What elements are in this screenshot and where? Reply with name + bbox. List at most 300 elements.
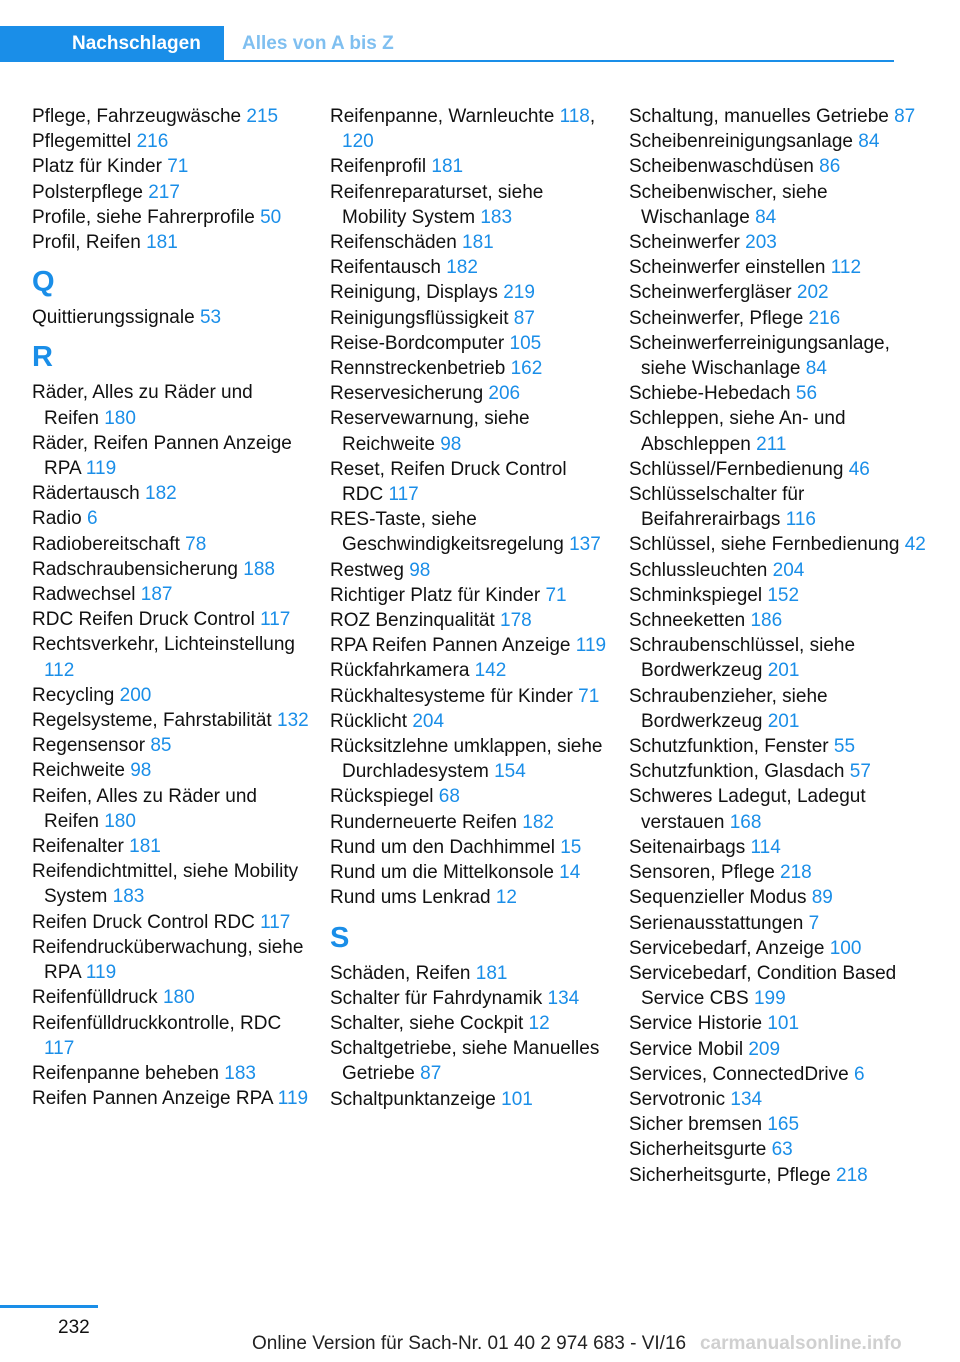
page-link[interactable]: 71: [545, 584, 567, 606]
page-link[interactable]: 218: [836, 1164, 868, 1186]
index-entry: [330, 1011, 610, 1036]
page-link[interactable]: 101: [501, 1088, 533, 1110]
index-entry: [32, 1061, 312, 1086]
index-entry: [330, 684, 610, 709]
index-entry: [330, 583, 610, 608]
index-entry: [629, 154, 929, 179]
index-entry: [629, 1037, 929, 1062]
footer-version-note: Online Version für Sach-Nr. 01 40 2 974 683 - VI/16: [252, 1333, 687, 1354]
entry-term: Runderneuerte Reifen: [330, 811, 517, 833]
entry-term: Rund um den Dachhimmel: [330, 836, 555, 858]
page-link[interactable]: 215: [246, 106, 279, 127]
index-entry: [330, 230, 610, 255]
page-link[interactable]: 201: [767, 710, 800, 732]
entry-term: Schaltung, manuelles Getriebe: [629, 106, 889, 127]
entry-term: Schaltpunktanzeige: [330, 1088, 496, 1110]
entry-term: Reservewarnung, siehe Reichweite: [330, 408, 530, 455]
entry-term: Recycling: [32, 684, 115, 706]
index-entry: [629, 381, 929, 406]
page-link[interactable]: 89: [811, 887, 833, 909]
page-link[interactable]: 168: [729, 811, 762, 833]
page-link[interactable]: 56: [795, 383, 818, 405]
page-link[interactable]: 86: [819, 156, 841, 178]
index-entry: [32, 708, 312, 733]
page-link[interactable]: 15: [560, 836, 582, 858]
page-link[interactable]: 202: [796, 282, 829, 304]
entry-term: Radio: [32, 508, 82, 530]
page-link[interactable]: 203: [745, 232, 777, 254]
entry-term: Profil, Reifen: [32, 232, 141, 254]
entry-term: RDC Reifen Druck Control: [32, 609, 255, 631]
entry-term: Pflegemittel: [32, 131, 132, 153]
entry-term: Quittierungssignale: [32, 307, 195, 329]
page-link[interactable]: 50: [260, 206, 282, 228]
entry-term: Reinigungsflüssigkeit: [330, 307, 509, 329]
page-link[interactable]: 71: [167, 156, 189, 178]
entry-term: Regelsysteme, Fahrstabilität: [32, 710, 272, 732]
page-link[interactable]: 180: [104, 810, 136, 832]
index-entry: [32, 180, 312, 205]
page-link[interactable]: 71: [578, 685, 600, 707]
page-link[interactable]: 117: [260, 911, 291, 933]
page-link[interactable]: 200: [119, 684, 152, 706]
index-entry: [629, 759, 929, 784]
index-entry: [330, 558, 610, 583]
page-link[interactable]: 63: [771, 1139, 793, 1161]
entry-term: Reifenreparaturset, siehe Mobility System: [330, 181, 544, 228]
entry-term: Rechtsverkehr, Lichteinstellung: [32, 634, 295, 656]
index-entry: [629, 482, 929, 532]
entry-term: Schlüssel, siehe Fernbedienung: [629, 534, 900, 556]
page-link[interactable]: 84: [755, 206, 777, 228]
entry-term: Reifendichtmittel, siehe Mobility System: [32, 861, 299, 908]
page-link[interactable]: 112: [44, 659, 75, 681]
index-entry: [629, 230, 929, 255]
index-entry: [330, 1087, 610, 1112]
page-link[interactable]: 55: [833, 736, 856, 758]
entry-term: Pflege, Fahrzeugwäsche: [32, 106, 242, 127]
entry-term: Schutzfunktion, Fenster: [629, 736, 829, 758]
tab-nachschlagen[interactable]: Nachschlagen: [0, 26, 224, 62]
entry-term: Schutzfunktion, Glasdach: [629, 761, 845, 783]
entry-term: Rückfahrkamera: [330, 660, 470, 682]
page-link[interactable]: 105: [509, 332, 542, 354]
page-link[interactable]: 182: [522, 811, 554, 833]
index-entry: [32, 859, 312, 909]
page-link[interactable]: 100: [829, 937, 862, 959]
index-entry: [629, 633, 929, 683]
page-link[interactable]: 101: [767, 1013, 800, 1035]
footer-divider: [0, 1305, 98, 1308]
section-letter: S: [330, 921, 350, 954]
page-number: 232: [58, 1317, 90, 1338]
entry-term: Schminkspiegel: [629, 584, 763, 606]
entry-term: Schalter, siehe Cockpit: [330, 1012, 524, 1034]
index-entry: [629, 961, 929, 1011]
entry-term: Reifen, Alles zu Räder und Reifen: [32, 785, 257, 832]
index-column-3: [629, 104, 929, 1188]
entry-term: Reifenfülldruck: [32, 987, 158, 1009]
entry-term: Sequenzieller Modus: [629, 887, 807, 909]
index-entry: [330, 255, 610, 280]
page-link[interactable]: 218: [780, 862, 812, 884]
entry-term: Service Mobil: [629, 1038, 744, 1060]
header-tabs: [0, 26, 894, 62]
entry-term: Seitenairbags: [629, 836, 746, 858]
page-link[interactable]: 68: [438, 786, 460, 808]
index-entry: [32, 506, 312, 531]
entry-term: Scheinwerfer: [629, 232, 740, 254]
entry-term: Platz für Kinder: [32, 156, 162, 178]
entry-term: Reifen Druck Control RDC: [32, 911, 255, 933]
page-link[interactable]: 119: [575, 635, 607, 657]
entry-term: Reifenfülldruckkontrolle, RDC: [32, 1012, 282, 1034]
entry-term: Rädertausch: [32, 483, 140, 505]
entry-term: RES-Taste, siehe Geschwindigkeitsregelung: [330, 509, 564, 556]
entry-term: Servicebedarf, Condition Based Service CBS: [629, 962, 897, 1010]
entry-term: Servicebedarf, Anzeige: [629, 937, 825, 959]
index-entry: [330, 835, 610, 860]
entry-term: Polsterpflege: [32, 181, 143, 203]
entry-term: Radwechsel: [32, 584, 136, 606]
index-entry: [32, 935, 312, 985]
index-entry: [629, 306, 929, 331]
entry-term: Schäden, Reifen: [330, 962, 471, 984]
index-entry: [330, 986, 610, 1011]
index-entry: [629, 936, 929, 961]
entry-term: Schaltgetriebe, siehe Manuelles Getriebe: [330, 1038, 600, 1085]
index-entry: [629, 684, 929, 734]
entry-term: Rücksitzlehne umklappen, siehe Durchladesystem: [330, 736, 603, 783]
page-link[interactable]: 120: [342, 131, 374, 153]
index-entry: [629, 835, 929, 860]
index-entry: [330, 784, 610, 809]
index-entry: [330, 457, 610, 507]
index-entry: [629, 104, 929, 129]
page-link[interactable]: 119: [85, 962, 117, 984]
entry-term: Reise-Bordcomputer: [330, 332, 505, 354]
index-entry: [330, 356, 610, 381]
page-link[interactable]: 112: [830, 257, 862, 279]
index-entry: [629, 558, 929, 583]
page-link[interactable]: 209: [748, 1038, 781, 1060]
watermark: carmanualsonline.info: [700, 1333, 902, 1354]
index-entry: [32, 632, 312, 682]
page-link[interactable]: 180: [162, 987, 195, 1009]
index-entry: [32, 582, 312, 607]
entry-term: Rücklicht: [330, 710, 408, 732]
entry-term: Scheibenwaschdüsen: [629, 156, 814, 178]
entry-term: Rund ums Lenkrad: [330, 887, 491, 909]
index-column-1: [32, 104, 312, 1111]
page-link[interactable]: 118: [559, 106, 590, 127]
index-entry: [330, 810, 610, 835]
entry-term: Scheinwerfer, Pflege: [629, 307, 804, 329]
page-link[interactable]: 187: [140, 584, 173, 606]
page-link[interactable]: 117: [388, 484, 419, 506]
page-link[interactable]: 134: [547, 987, 580, 1009]
page-link[interactable]: 12: [528, 1012, 550, 1034]
entry-term: Schlüsselschalter für Beifahrerairbags: [629, 484, 805, 531]
index-entry: [32, 784, 312, 834]
entry-term: Räder, Reifen Pannen Anzeige RPA: [32, 432, 292, 480]
entry-term: RPA Reifen Pannen Anzeige: [330, 635, 571, 657]
page-link[interactable]: 219: [503, 282, 535, 304]
index-entry: [330, 1036, 610, 1086]
index-entry: [330, 608, 610, 633]
page-link[interactable]: 183: [480, 206, 513, 228]
entry-term: Schlüssel/Fernbedienung: [629, 458, 844, 480]
page-link[interactable]: 6: [86, 508, 98, 530]
entry-term: Sicherheitsgurte: [629, 1139, 767, 1161]
entry-term: Service Historie: [629, 1013, 763, 1035]
index-entry: [330, 306, 610, 331]
index-entry: [330, 885, 610, 910]
entry-term: Schleppen, siehe An- und Abschleppen: [629, 408, 846, 455]
entry-term: Reinigung, Displays: [330, 282, 498, 304]
entry-term: Serienausstattungen: [629, 912, 804, 934]
page-link[interactable]: 188: [243, 558, 275, 580]
index-entry: [629, 532, 929, 557]
page-link[interactable]: 183: [224, 1062, 256, 1084]
entry-term: Schalter für Fahrdynamik: [330, 987, 543, 1009]
page-link[interactable]: 142: [474, 660, 507, 682]
index-entry: [629, 406, 929, 456]
page-link[interactable]: 84: [805, 358, 827, 380]
index-entry: [330, 860, 610, 885]
index-entry: [32, 532, 312, 557]
index-entry: [330, 709, 610, 734]
entry-term: Rennstreckenbetrieb: [330, 358, 506, 380]
page-link[interactable]: 7: [808, 912, 820, 934]
index-entry: [629, 784, 929, 834]
page-link[interactable]: 85: [150, 735, 172, 757]
page-link[interactable]: 132: [277, 710, 309, 732]
page-link[interactable]: 181: [129, 836, 161, 858]
page-link[interactable]: 216: [136, 131, 169, 153]
page-link[interactable]: 134: [730, 1088, 763, 1110]
page-link[interactable]: 14: [559, 862, 581, 884]
index-entry: [629, 129, 929, 154]
index-entry: [629, 608, 929, 633]
entry-term: Scheibenwischer, siehe Wischanlage: [629, 181, 828, 228]
page-link[interactable]: 117: [44, 1037, 75, 1059]
index-entry: [32, 758, 312, 783]
page-link[interactable]: 180: [104, 407, 136, 429]
page-link[interactable]: 98: [440, 433, 462, 455]
entry-term: Reifenschäden: [330, 232, 457, 254]
entry-term: Schlussleuchten: [629, 559, 768, 581]
entry-term: Schiebe-Hebedach: [629, 383, 791, 405]
entry-term: Reichweite: [32, 760, 125, 782]
page-link[interactable]: 119: [85, 458, 117, 480]
page-link[interactable]: 117: [260, 609, 291, 631]
section-letter: Q: [32, 266, 55, 299]
entry-term: Servotronic: [629, 1088, 726, 1110]
page-link[interactable]: 137: [569, 534, 601, 556]
page-link[interactable]: 116: [785, 509, 816, 531]
index-entry: [330, 180, 610, 230]
index-entry: [330, 961, 610, 986]
page-link[interactable]: 57: [849, 761, 871, 783]
index-entry: [32, 683, 312, 708]
index-entry: [330, 381, 610, 406]
entry-term: Reifenprofil: [330, 156, 427, 178]
entry-term: Reifenpanne beheben: [32, 1062, 220, 1084]
page-link[interactable]: 98: [409, 559, 431, 581]
index-entry: [330, 658, 610, 683]
index-entry: [32, 1011, 312, 1061]
index-entry: [32, 557, 312, 582]
page-link[interactable]: 114: [750, 836, 781, 858]
page-link[interactable]: 183: [112, 886, 145, 908]
index-entry: [629, 1062, 929, 1087]
index-entry: [330, 331, 610, 356]
index-entry: [629, 280, 929, 305]
index-entry: [32, 230, 312, 255]
entry-term: Rückhaltesysteme für Kinder: [330, 685, 573, 707]
entry-term: Restweg: [330, 559, 404, 581]
index-entry: [629, 1087, 929, 1112]
page-link[interactable]: 199: [753, 988, 786, 1010]
entry-term: Regensensor: [32, 735, 146, 757]
page-link[interactable]: 181: [462, 232, 494, 254]
page-link[interactable]: 154: [494, 761, 526, 783]
entry-term: Sicherheitsgurte, Pflege: [629, 1164, 831, 1186]
entry-term: Richtiger Platz für Kinder: [330, 584, 541, 606]
entry-term: Schraubenschlüssel, siehe Bordwerkzeug: [629, 635, 856, 682]
page-link[interactable]: 181: [475, 962, 508, 984]
entry-term: Services, ConnectedDrive: [629, 1063, 849, 1085]
index-entry: [629, 860, 929, 885]
index-entry: [330, 633, 610, 658]
page-link[interactable]: 12: [495, 887, 517, 909]
index-entry: [32, 205, 312, 230]
entry-term: Scheinwerferreinigungsanlage, siehe Wischanlage: [629, 332, 890, 380]
entry-term: Reifen Pannen Anzeige RPA: [32, 1088, 273, 1110]
page-link[interactable]: 87: [894, 106, 916, 127]
index-entry: [32, 305, 312, 330]
index-entry: [330, 154, 610, 179]
index-entry: [32, 481, 312, 506]
index-entry: [629, 1163, 929, 1188]
page-link[interactable]: 46: [848, 458, 870, 480]
header-divider: [224, 60, 894, 62]
page-link[interactable]: 182: [145, 483, 177, 505]
index-entry: [629, 885, 929, 910]
page-link[interactable]: 182: [446, 257, 478, 279]
page-link[interactable]: 119: [277, 1088, 309, 1110]
page-link[interactable]: 152: [767, 584, 800, 606]
index-entry: [32, 380, 312, 430]
page-link[interactable]: 204: [772, 559, 805, 581]
index-entry: [629, 457, 929, 482]
entry-term: Reset, Reifen Druck Control RDC: [330, 458, 567, 506]
index-entry: [629, 583, 929, 608]
entry-term: Profile, siehe Fahrerprofile: [32, 206, 255, 228]
entry-term: Radschraubensicherung: [32, 558, 238, 580]
page-link[interactable]: 178: [500, 610, 532, 632]
index-entry: [330, 734, 610, 784]
index-entry: [629, 255, 929, 280]
page-link[interactable]: 53: [199, 307, 222, 329]
section-letter: R: [32, 341, 53, 374]
entry-term: Scheinwerfergläser: [629, 282, 792, 304]
page-link[interactable]: 84: [858, 131, 880, 153]
entry-term: Reifenpanne, Warnleuchte: [330, 106, 555, 127]
page-link[interactable]: 206: [488, 383, 521, 405]
page-link[interactable]: 98: [130, 760, 152, 782]
index-entry: [32, 154, 312, 179]
page-link[interactable]: 87: [513, 307, 535, 329]
entry-term: Radiobereitschaft: [32, 533, 180, 555]
index-entry: [330, 507, 610, 557]
page-link[interactable]: 186: [750, 610, 783, 632]
page-link[interactable]: 204: [412, 710, 445, 732]
index-entry: [32, 1086, 312, 1111]
tab-alles-von-a-bis-z[interactable]: Alles von A bis Z: [242, 33, 394, 54]
page-link[interactable]: 78: [185, 533, 207, 555]
entry-term: Rund um die Mittelkonsole: [330, 862, 554, 884]
page-link[interactable]: 162: [510, 358, 543, 380]
index-entry: [32, 607, 312, 632]
page-link[interactable]: 181: [146, 232, 178, 254]
entry-term: Rückspiegel: [330, 786, 434, 808]
entry-term: Schneeketten: [629, 610, 746, 632]
index-entry: [629, 1011, 929, 1036]
page-link[interactable]: 181: [431, 156, 464, 178]
index-entry: [32, 910, 312, 935]
index-entry: [629, 1112, 929, 1137]
index-entry: Reifenpanne, Warnleuchte 118, 120: [330, 106, 596, 153]
page-link[interactable]: 211: [756, 433, 787, 455]
entry-term: Sicher bremsen: [629, 1114, 763, 1136]
index-column-2: [330, 104, 610, 1112]
entry-term: Reifenalter: [32, 836, 124, 858]
page-link[interactable]: 201: [767, 660, 800, 682]
index-entry: [32, 834, 312, 859]
entry-term: Schweres Ladegut, Ladegut verstauen: [629, 786, 866, 833]
index-entry: [32, 733, 312, 758]
entry-term: Räder, Alles zu Räder und Reifen: [32, 382, 253, 429]
entry-term: Scheibenreinigungsanlage: [629, 131, 853, 153]
entry-term: Sensoren, Pflege: [629, 862, 775, 884]
index-entry: [629, 1137, 929, 1162]
page-link[interactable]: 87: [420, 1063, 442, 1085]
index-entry: [330, 406, 610, 456]
index-entry: [629, 180, 929, 230]
entry-term: Schraubenzieher, siehe Bordwerkzeug: [629, 685, 828, 732]
index-entry: [330, 280, 610, 305]
page-link[interactable]: 165: [767, 1114, 800, 1136]
entry-term: Scheinwerfer einstellen: [629, 257, 826, 279]
page-link[interactable]: 217: [148, 181, 180, 203]
entry-term: ROZ Benzinqualität: [330, 610, 495, 632]
entry-term: Reifendrucküberwachung, siehe RPA: [32, 936, 304, 984]
page-link[interactable]: 216: [808, 307, 841, 329]
entry-term: Reservesicherung: [330, 383, 484, 405]
page-link[interactable]: 42: [904, 534, 926, 556]
index-entry: [629, 734, 929, 759]
index-entry: [32, 129, 312, 154]
entry-term: Reifentausch: [330, 257, 441, 279]
page-link[interactable]: 6: [853, 1063, 865, 1085]
index-entry: [32, 104, 312, 129]
index-entry: [629, 331, 929, 381]
index-entry: [32, 985, 312, 1010]
index-entry: [629, 911, 929, 936]
index-entry: [32, 431, 312, 481]
